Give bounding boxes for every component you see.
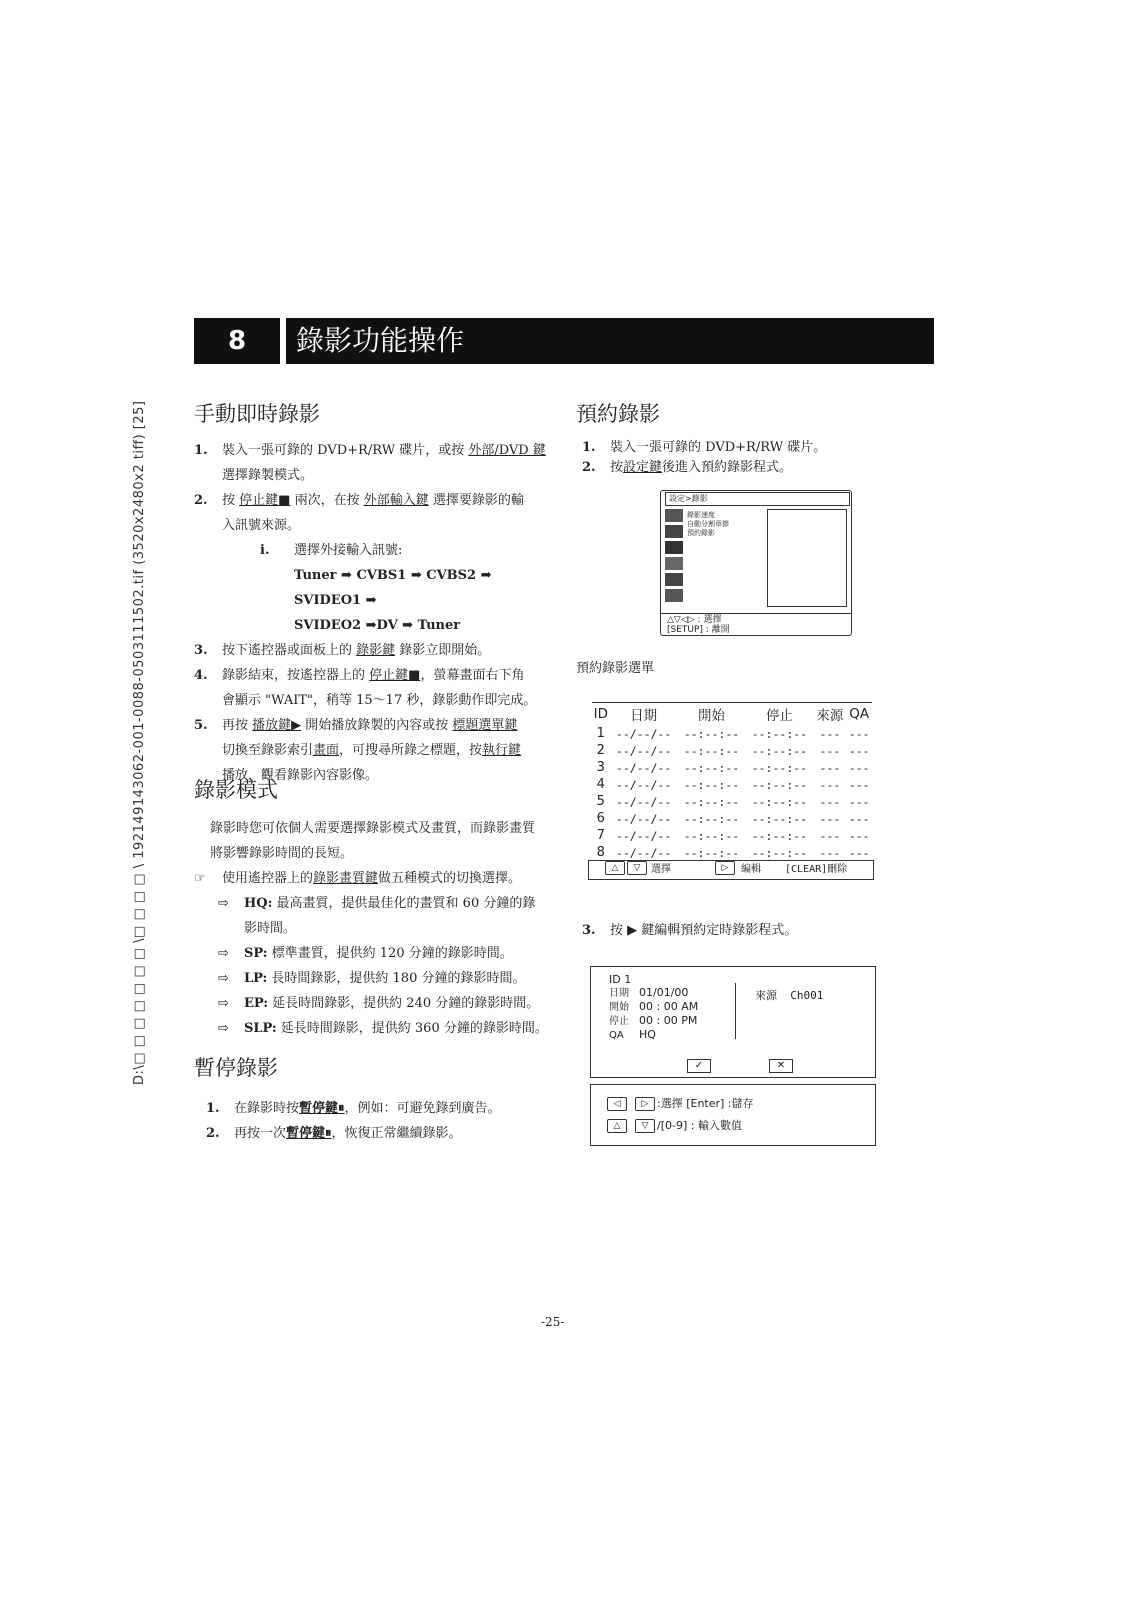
timer-table: [592, 703, 872, 861]
timer-edit-screen: [590, 966, 876, 1078]
list-item: 3. 按下遙控器或面板上的 錄影鍵 錄影立即開始。: [194, 643, 491, 658]
table-cell: ---: [848, 777, 870, 792]
input-sequence: Tuner ➡ CVBS1 ➡ CVBS2 ➡ SVIDEO1 ➡: [294, 568, 492, 608]
breadcrumb: 設定>錄影: [665, 492, 850, 506]
arrow-icon: ⇨: [218, 1021, 229, 1036]
table-cell: --:--:--: [683, 845, 740, 860]
table-cell: ---: [819, 760, 841, 775]
col-id: ID: [593, 706, 609, 722]
arrow-icon: ⇨: [218, 996, 229, 1011]
list-item: 4. 錄影結束，按遙控器上的 停止鍵■，螢幕畫面右下角: [194, 668, 525, 683]
table-cell: ---: [819, 811, 841, 826]
qa-field[interactable]: HQ: [639, 1028, 656, 1041]
list-item: 1. 裝入一張可錄的 DVD+R/RW 碟片。: [582, 440, 827, 455]
section-heading-timer: 預約錄影: [576, 402, 660, 426]
source-row: 來源 Ch001: [755, 989, 824, 1002]
col-source: 來源: [816, 708, 844, 724]
table-cell: ---: [819, 828, 841, 843]
clear-hint: [CLEAR]刪除: [785, 864, 848, 875]
field-row: QA HQ: [609, 1028, 656, 1041]
record-icon: [665, 509, 683, 522]
table-cell: --:--:--: [683, 760, 740, 775]
table-cell: ---: [848, 828, 870, 843]
table-cell: ---: [819, 726, 841, 741]
up-icon: △: [607, 1119, 627, 1133]
edit-hint: 編輯: [741, 864, 761, 875]
mode-item-cont: 影時間。: [244, 921, 297, 936]
field-row: 停止 00 : 00 PM: [609, 1014, 698, 1027]
list-item: 1. 裝入一張可錄的 DVD+R/RW 碟片，或按 外部/DVD 鍵: [194, 443, 546, 458]
table-cell: --/--/--: [615, 794, 672, 809]
table-row[interactable]: [592, 844, 872, 861]
arrow-icon: ⇨: [218, 971, 229, 986]
table-cell: --/--/--: [615, 743, 672, 758]
section-heading-mode: 錄影模式: [194, 778, 278, 802]
preview-pane: [767, 509, 847, 607]
edit-id: ID 1: [609, 973, 632, 986]
settings-icon: [665, 589, 683, 602]
table-cell: --:--:--: [751, 811, 808, 826]
list-item-cont: 播放，觀看錄影內容影像。: [222, 768, 379, 783]
table-cell: 1: [596, 726, 605, 741]
table-cell: --:--:--: [751, 845, 808, 860]
manual-steps: [194, 438, 554, 788]
table-row[interactable]: [592, 759, 872, 776]
field-row: 開始 00 : 00 AM: [609, 1000, 699, 1013]
list-item: 2. 再按一次暫停鍵⏸，恢復正常繼續錄影。: [206, 1126, 462, 1141]
mode-item: ⇨ SP: 標準畫質，提供約 120 分鐘的錄影時間。: [194, 941, 564, 966]
table-cell: 5: [596, 794, 605, 809]
chapter-number: 8: [227, 326, 247, 356]
number-input-hint: /[0-9] : 輸入數值: [657, 1119, 742, 1132]
menu-item[interactable]: 錄影速度: [687, 511, 715, 519]
table-cell: --/--/--: [615, 760, 672, 775]
table-cell: --:--:--: [751, 726, 808, 741]
section-heading-pause: 暫停錄影: [194, 1056, 278, 1080]
page-number: -25-: [541, 1315, 565, 1329]
list-item: 1. 在錄影時按暫停鍵⏸，例如：可避免錄到廣告。: [206, 1101, 501, 1116]
chapter-title: 錄影功能操作: [296, 324, 465, 357]
edit-fields: [609, 973, 698, 1042]
setup-hints: [667, 615, 730, 635]
table-cell: ---: [848, 811, 870, 826]
col-start: 開始: [698, 708, 725, 724]
ok-button[interactable]: ✓: [687, 1059, 711, 1073]
col-qa: QA: [849, 706, 870, 722]
table-cell: ---: [819, 845, 841, 860]
exit-hint: [SETUP] : 離開: [667, 625, 730, 635]
date-field[interactable]: 01/01/00: [639, 986, 689, 999]
select-save-hint: :選擇 [Enter] :儲存: [657, 1097, 754, 1110]
stop-field[interactable]: 00 : 00 PM: [639, 1014, 698, 1027]
list-item: 5. 再按 播放鍵▶ 開始播放錄製的內容或按 標題選單鍵: [194, 718, 518, 733]
timer-menu-caption: 預約錄影選單: [576, 661, 655, 676]
arrow-icon: ⇨: [218, 946, 229, 961]
paragraph: 將影響錄影時間的長短。: [210, 846, 354, 861]
tip-line: ☞ 使用遙控器上的錄影畫質鍵做五種模式的切換選擇。: [194, 866, 564, 891]
pointing-hand-icon: ☞: [194, 871, 206, 886]
list-item-cont: 入訊號來源。: [222, 518, 301, 533]
menu-item[interactable]: 自動分割章節: [687, 520, 729, 528]
mode-item: ⇨ LP: 長時間錄影，提供約 180 分鐘的錄影時間。: [194, 966, 564, 991]
table-cell: ---: [819, 794, 841, 809]
audio-icon: [665, 541, 683, 554]
divider: [661, 613, 851, 614]
chapter-divider: [280, 318, 286, 364]
table-cell: --/--/--: [615, 845, 672, 860]
up-icon: △: [605, 861, 625, 875]
table-cell: --:--:--: [683, 811, 740, 826]
paragraph: 錄影時您可依個人需要選擇錄影模式及畫質，而錄影畫質: [210, 821, 536, 836]
timer-step-3: 3. 按 ▶ 鍵編輯預約定時錄影程式。: [582, 923, 798, 938]
table-cell: --/--/--: [615, 811, 672, 826]
list-item-cont: 選擇錄製模式。: [222, 468, 314, 483]
sub-item: i. 選擇外接輸入訊號:: [260, 543, 403, 558]
right-icon: ▷: [715, 861, 735, 875]
table-cell: 7: [596, 828, 605, 843]
table-cell: --:--:--: [683, 777, 740, 792]
arrow-icon: ⇨: [218, 896, 229, 911]
list-item: 2. 按 停止鍵■ 兩次，在按 外部輸入鍵 選擇要錄影的輸: [194, 493, 524, 508]
select-hint: 選擇: [651, 864, 671, 875]
table-row[interactable]: [592, 776, 872, 793]
table-header: [592, 703, 872, 725]
video-icon: [665, 557, 683, 570]
table-cell: ---: [848, 726, 870, 741]
edit-hint-box: [590, 1084, 876, 1146]
table-cell: --:--:--: [751, 828, 808, 843]
timer-table-footer: [588, 860, 874, 880]
menu-item[interactable]: 預約錄影: [687, 529, 715, 537]
start-field[interactable]: 00 : 00 AM: [639, 1000, 699, 1013]
cancel-button[interactable]: ✕: [769, 1059, 793, 1073]
pause-steps: [206, 1096, 566, 1146]
table-row[interactable]: [592, 725, 872, 742]
table-cell: --:--:--: [751, 760, 808, 775]
clock-icon: [665, 573, 683, 586]
table-cell: ---: [819, 743, 841, 758]
table-cell: --/--/--: [615, 828, 672, 843]
table-cell: --/--/--: [615, 726, 672, 741]
table-cell: --:--:--: [683, 726, 740, 741]
table-cell: --:--:--: [683, 828, 740, 843]
list-item: 2. 按設定鍵後進入預約錄影程式。: [582, 460, 793, 475]
down-icon: ▽: [635, 1119, 655, 1133]
input-sequence: SVIDEO2 ➡DV ➡ Tuner: [294, 618, 461, 633]
timer-table-wrap: [592, 702, 872, 861]
table-cell: ---: [848, 743, 870, 758]
mode-section: [194, 816, 564, 1041]
table-cell: 2: [596, 743, 605, 758]
setup-icon-column: [665, 509, 683, 609]
scan-file-label: D:\□ □ □ □ □ □ □ \□ □ □ □ \ 192149143062-001-0088-0503111502.tif (3520x2480x2 tiff) [25]: [132, 400, 147, 1085]
table-cell: ---: [848, 845, 870, 860]
table-cell: 6: [596, 811, 605, 826]
table-row[interactable]: [592, 742, 872, 759]
divider: [735, 983, 736, 1039]
disc-icon: [665, 525, 683, 538]
table-cell: 3: [596, 760, 605, 775]
mode-item: ⇨ EP: 延長時間錄影，提供約 240 分鐘的錄影時間。: [194, 991, 564, 1016]
table-cell: --:--:--: [683, 743, 740, 758]
list-item-cont: 會顯示 "WAIT"，稍等 15～17 秒，錄影動作即完成。: [222, 693, 537, 708]
source-field[interactable]: Ch001: [790, 989, 824, 1002]
left-icon: ◁: [607, 1097, 627, 1111]
field-row: 日期 01/01/00: [609, 986, 689, 999]
section-heading-manual: 手動即時錄影: [194, 402, 320, 426]
table-cell: ---: [848, 794, 870, 809]
table-cell: --:--:--: [751, 794, 808, 809]
col-date: 日期: [630, 708, 658, 724]
list-item-cont: 切換至錄影索引畫面，可搜尋所錄之標題，按執行鍵: [222, 743, 522, 758]
table-cell: --:--:--: [751, 777, 808, 792]
table-cell: ---: [848, 760, 870, 775]
setup-menu: [687, 511, 729, 538]
col-stop: 停止: [765, 708, 793, 724]
down-icon: ▽: [627, 861, 647, 875]
mode-item: ⇨ SLP: 延長時間錄影，提供約 360 分鐘的錄影時間。: [194, 1016, 564, 1041]
table-cell: 4: [596, 777, 605, 792]
nav-hint: △▽◁▷ : 選擇: [667, 615, 722, 625]
table-cell: 8: [596, 845, 605, 860]
table-cell: ---: [819, 777, 841, 792]
table-row[interactable]: [592, 827, 872, 844]
table-cell: --/--/--: [615, 777, 672, 792]
table-cell: --:--:--: [751, 743, 808, 758]
right-icon: ▷: [635, 1097, 655, 1111]
timer-steps: [582, 438, 862, 478]
setup-screen: [660, 490, 852, 636]
table-cell: --:--:--: [683, 794, 740, 809]
mode-item: ⇨ HQ: 最高畫質，提供最佳化的畫質和 60 分鐘的錄: [194, 891, 564, 916]
table-row[interactable]: [592, 810, 872, 827]
table-row[interactable]: [592, 793, 872, 810]
